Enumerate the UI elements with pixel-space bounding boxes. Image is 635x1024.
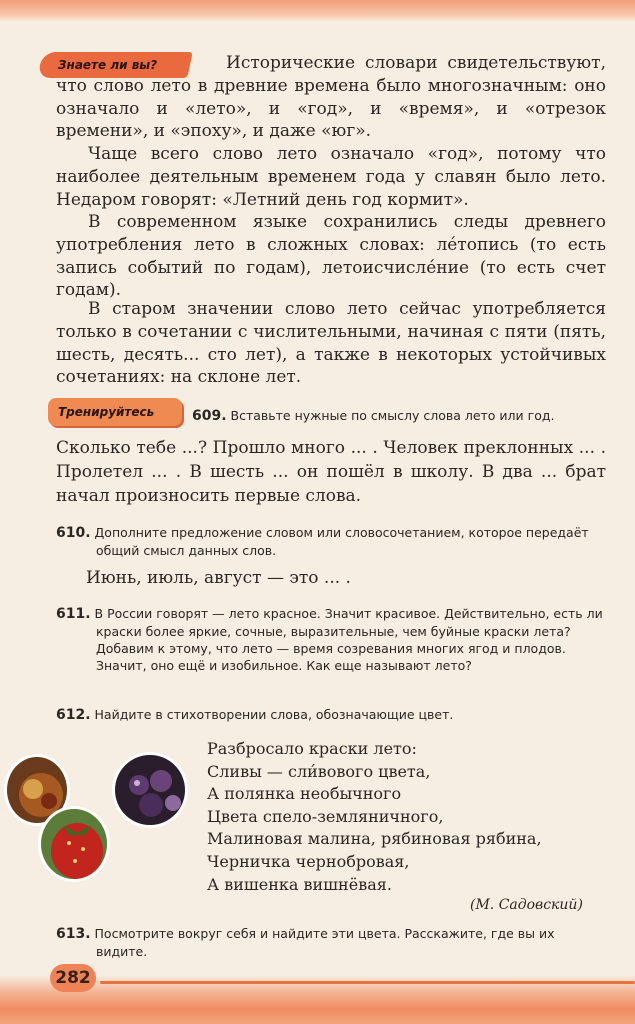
task-612	[56, 706, 606, 724]
task-610	[56, 524, 606, 559]
task-609-number: 609.	[192, 408, 227, 424]
task-611	[56, 605, 606, 674]
task-613-text: Посмотрите вокруг себя и найдите эти цвета. Расскажите, где вы их видите.	[94, 926, 555, 959]
paragraph-old-meaning: В старом значении слово лето сейчас употребляется только в сочетании с числительными, начиная с пяти (пять, шесть, десять... сто лет), а также в некоторых устойчивых сочетаниях: на склоне лет.	[56, 299, 606, 388]
paragraph-meaning-year: Чаще всего слово лето означало «год», потому что наиболее деятельным временем года у славян было лето. Недаром говорят: «Летний день год кормит».	[56, 144, 606, 210]
photo-strawberry	[38, 806, 110, 882]
paragraph-modern-usage: В современном языке сохранились следы древнего употребления лето в сложных словах: лéтопись (то есть запись событий по годам), летоисчислéние (то есть счет годам).	[56, 212, 606, 301]
poem	[207, 738, 542, 896]
task-609-exercise: Сколько тебе ...? Прошло много ... . Человек преклонных ... . Пролетел ... . В шесть ... он пошёл в школу. В два ... брат начал произносить первые слова.	[56, 438, 606, 506]
task-610-exercise: Июнь, июль, август — это ... .	[86, 568, 351, 588]
bottom-divider	[100, 981, 635, 984]
task-610-text: Дополните предложение словом или словосочетанием, которое передаёт общий смысл данных слов.	[94, 525, 589, 558]
poem-line: А вишенка вишнёвая.	[207, 874, 392, 894]
poem-line: Цвета спело-земляничного,	[207, 806, 444, 826]
task-613-number: 613.	[56, 926, 91, 942]
top-decorative-band	[0, 0, 635, 22]
photo-plums	[112, 752, 188, 828]
practice-badge	[48, 398, 182, 426]
poem-line: Малиновая малина, рябиновая рябина,	[207, 829, 542, 849]
task-612-text: Найдите в стихотворении слова, обозначающие цвет.	[94, 707, 454, 722]
poem-line: Сливы — сли́вового цвета,	[207, 761, 431, 781]
practice-label: Тренируйтесь	[58, 405, 155, 419]
poem-line: Разбросало краски лето:	[207, 739, 417, 758]
task-609	[192, 407, 606, 425]
poem-line: А полянка необычного	[207, 784, 402, 804]
page-number: 282	[50, 964, 96, 992]
poem-line: Черничка чернобровая,	[207, 851, 410, 871]
task-612-number: 612.	[56, 707, 91, 723]
task-613	[56, 925, 606, 960]
did-you-know-label: Знаете ли вы?	[58, 58, 158, 72]
task-611-text: В России говорят — лето красное. Значит красивое. Действительно, есть ли краски более яркие, сочные, выразительные, чем буйные краски лета? Добавим к этому, что лето — время созревания многих ягод и плодов. Значит, оно ещё и изобильное. Как еще называют лето?	[94, 606, 603, 673]
task-610-number: 610.	[56, 525, 91, 541]
task-609-text: Вставьте нужные по смыслу слова лето или год.	[230, 408, 555, 423]
paragraph-history: Исторические словари свидетельствуют, что слово лето в древние времена было многозначным: оно означало и «лето», и «год», и «время», и «отрезок времени», и «эпоху», и даже «юг».	[56, 53, 606, 142]
task-611-number: 611.	[56, 606, 91, 622]
poem-author: (М. Садовский)	[470, 897, 583, 913]
